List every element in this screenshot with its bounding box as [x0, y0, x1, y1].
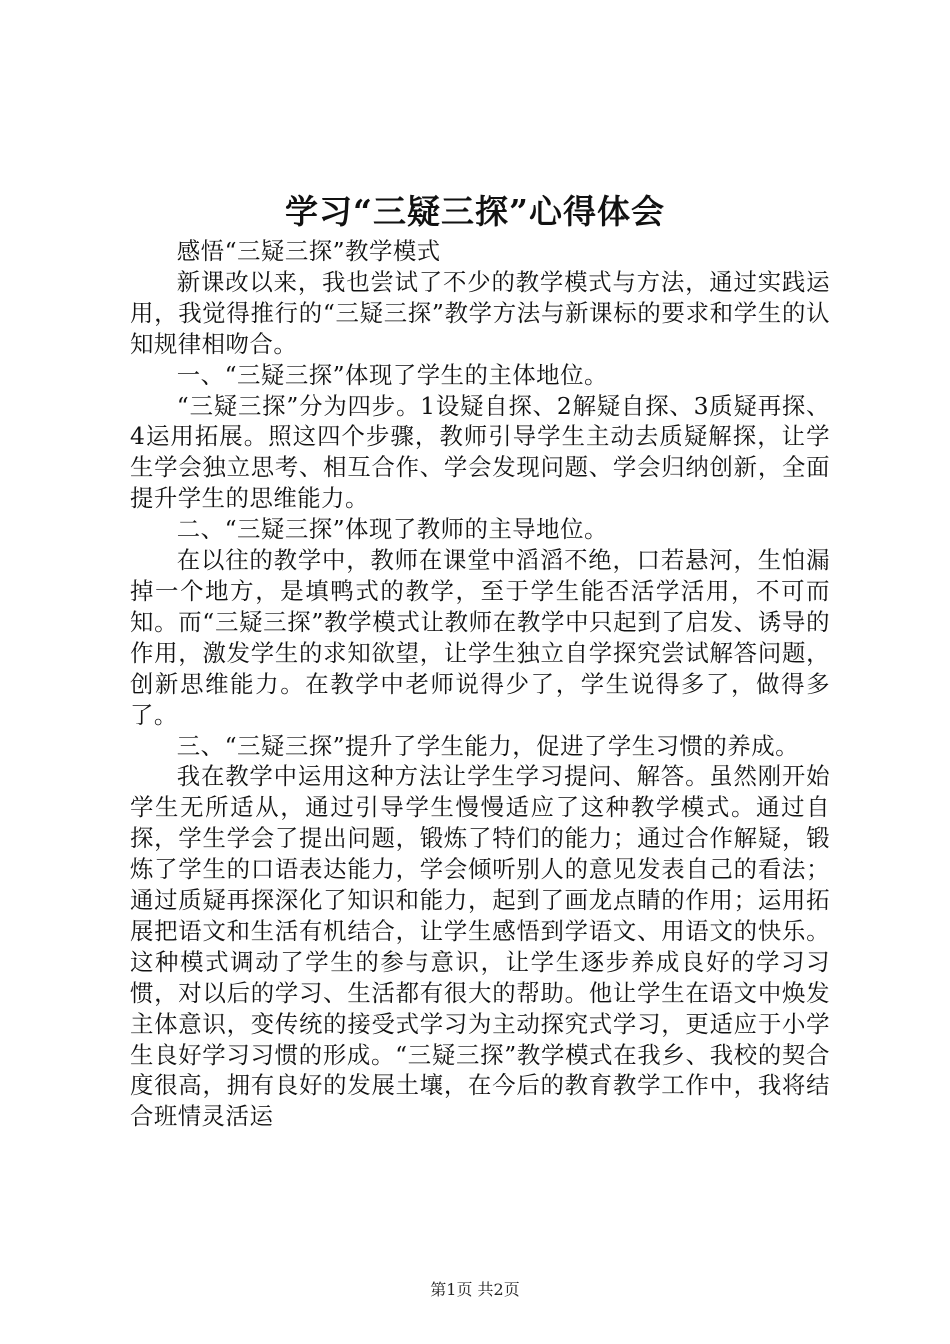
paragraph: 新课改以来，我也尝试了不少的教学模式与方法，通过实践运用，我觉得推行的“三疑三探”教学方法与新课标的要求和学生的认知规律相吻合。 [130, 267, 830, 358]
paragraph: 我在教学中运用这种方法让学生学习提问、解答。虽然刚开始学生无所适从，通过引导学生慢慢适应了这种教学模式。通过自探，学生学会了提出问题，锻炼了特们的能力；通过合作解疑，锻炼了学生的口语表达能力，学会倾听别人的意见发表自己的看法；通过质疑再探深化了知识和能力，起到了画龙点睛的作用；运用拓展把语文和生活有机结合，让学生感悟到学语文、用语文的快乐。这种模式调动了学生的参与意识，让学生逐步养成良好的学习习惯，对以后的学习、生活都有很大的帮助。他让学生在语文中焕发主体意识，变传统的接受式学习为主动探究式学习，更适应于小学生良好学习习惯的形成。“三疑三探”教学模式在我乡、我校的契合度很高，拥有良好的发展土壤，在今后的教育教学工作中，我将结合班情灵活运 [130, 762, 830, 1131]
paragraph: 在以往的教学中，教师在课堂中滔滔不绝，口若悬河，生怕漏掉一个地方，是填鸭式的教学，至于学生能否活学活用，不可而知。而“三疑三探”教学模式让教师在教学中只起到了启发、诱导的作用，激发学生的求知欲望，让学生独立自学探究尝试解答问题，创新思维能力。在教学中老师说得少了，学生说得多了，做得多了。 [130, 546, 830, 729]
section-heading: 三、“三疑三探”提升了学生能力，促进了学生习惯的养成。 [176, 731, 799, 760]
paragraph: 感悟“三疑三探”教学模式 [176, 237, 441, 265]
document-body [130, 236, 830, 1132]
page-number-footer: 第1页 共2页 [430, 1280, 520, 1299]
paragraph: “三疑三探”分为四步。1设疑自探、2解疑自探、3质疑再探、4运用拓展。照这四个步骤，教师引导学生主动去质疑解探，让学生学会独立思考、相互合作、学会发现问题、学会归纳创新，全面提升学生的思维能力。 [130, 391, 830, 513]
section-heading: 二、“三疑三探”体现了教师的主导地位。 [176, 515, 608, 544]
document-title: 学习“三疑三探”心得体会 [285, 192, 665, 231]
section-heading: 一、“三疑三探”体现了学生的主体地位。 [176, 360, 608, 389]
